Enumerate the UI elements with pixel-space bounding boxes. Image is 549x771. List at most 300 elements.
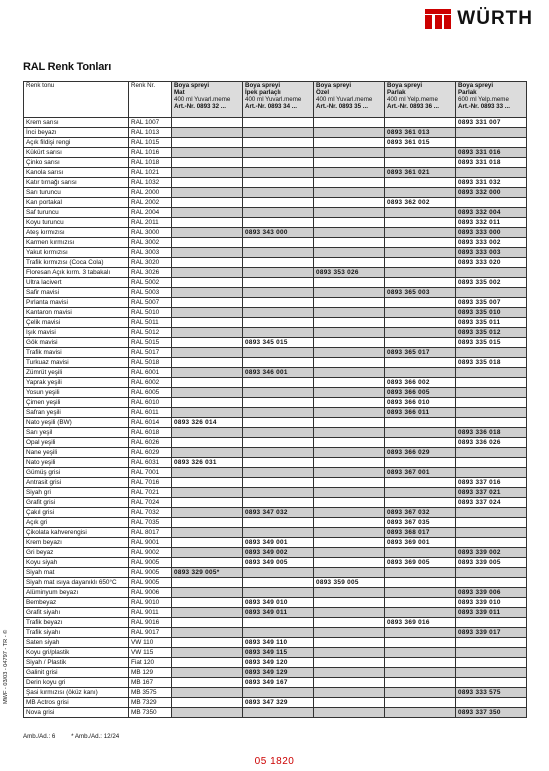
ral-number-cell: RAL 9002 xyxy=(129,548,172,558)
table-row xyxy=(24,518,527,528)
article-number-cell xyxy=(385,308,456,318)
article-number-cell xyxy=(314,678,385,688)
article-number-cell xyxy=(172,238,243,248)
article-number-cell xyxy=(314,488,385,498)
article-number-cell xyxy=(172,628,243,638)
article-number-cell xyxy=(314,248,385,258)
article-number-cell xyxy=(243,208,314,218)
article-number-cell xyxy=(243,248,314,258)
article-number-cell xyxy=(385,438,456,448)
table-row xyxy=(24,298,527,308)
article-number-cell xyxy=(172,468,243,478)
article-number-cell xyxy=(243,288,314,298)
article-number-cell xyxy=(243,238,314,248)
table-row xyxy=(24,418,527,428)
article-number-cell xyxy=(243,158,314,168)
article-number-cell: 0893 361 013 xyxy=(385,128,456,138)
table-row xyxy=(24,668,527,678)
article-number-cell xyxy=(456,198,527,208)
article-number-cell xyxy=(385,218,456,228)
column-header-line: Parlak xyxy=(387,89,406,96)
color-name-cell: Çikolata kahverengisi xyxy=(24,528,129,538)
article-number-cell xyxy=(385,338,456,348)
column-header xyxy=(385,82,456,118)
article-number-cell xyxy=(172,208,243,218)
table-row xyxy=(24,708,527,718)
article-number-cell xyxy=(243,478,314,488)
color-name-cell: Çakıl grisi xyxy=(24,508,129,518)
table-row xyxy=(24,318,527,328)
color-name-cell: Gri beyaz xyxy=(24,548,129,558)
article-number-cell xyxy=(385,608,456,618)
article-number-cell: 0893 332 004 xyxy=(456,208,527,218)
article-number-cell xyxy=(243,398,314,408)
article-number-cell xyxy=(172,678,243,688)
article-number-cell xyxy=(314,168,385,178)
brand-name: WÜRTH xyxy=(457,8,533,29)
article-number-cell xyxy=(314,698,385,708)
article-number-cell xyxy=(385,698,456,708)
footnote-amb: Amb./Ad.: 6 xyxy=(23,733,56,740)
article-number-cell xyxy=(314,288,385,298)
ral-number-cell: RAL 3000 xyxy=(129,228,172,238)
footnote-amb-star: * Amb./Ad.: 12/24 xyxy=(71,733,120,740)
article-number-cell xyxy=(243,178,314,188)
article-number-cell xyxy=(172,298,243,308)
ral-number-cell: RAL 9001 xyxy=(129,538,172,548)
article-number-cell: 0893 349 115 xyxy=(243,648,314,658)
ral-number-cell: RAL 6014 xyxy=(129,418,172,428)
article-number-cell xyxy=(243,708,314,718)
article-number-cell xyxy=(456,678,527,688)
column-header-line: 400 ml Yuvarl.meme xyxy=(316,96,373,103)
table-row xyxy=(24,158,527,168)
table-header xyxy=(24,82,527,118)
ral-number-cell: VW 110 xyxy=(129,638,172,648)
ral-number-cell: RAL 6018 xyxy=(129,428,172,438)
article-number-cell xyxy=(314,708,385,718)
article-number-cell xyxy=(314,118,385,128)
article-number-cell xyxy=(172,248,243,258)
article-number-cell xyxy=(243,688,314,698)
article-number-cell: 0893 349 110 xyxy=(243,638,314,648)
article-number-cell xyxy=(385,228,456,238)
ral-number-cell: RAL 5011 xyxy=(129,318,172,328)
ral-number-cell: VW 115 xyxy=(129,648,172,658)
article-number-cell: 0893 332 011 xyxy=(456,218,527,228)
article-number-cell xyxy=(314,458,385,468)
article-number-cell: 0893 337 350 xyxy=(456,708,527,718)
article-number-cell xyxy=(243,428,314,438)
article-number-cell: 0893 332 000 xyxy=(456,188,527,198)
table-row xyxy=(24,648,527,658)
ral-number-cell: RAL 3002 xyxy=(129,238,172,248)
table-row xyxy=(24,608,527,618)
article-number-cell xyxy=(243,628,314,638)
article-number-cell xyxy=(385,208,456,218)
ral-number-cell: RAL 5012 xyxy=(129,328,172,338)
color-name-cell: Kükürt sarısı xyxy=(24,148,129,158)
color-name-cell: Siyah mat ısıya dayanıklı 650°C xyxy=(24,578,129,588)
article-number-cell xyxy=(314,208,385,218)
table-row xyxy=(24,368,527,378)
table-row xyxy=(24,578,527,588)
article-number-cell: 0893 349 129 xyxy=(243,668,314,678)
article-number-cell xyxy=(172,178,243,188)
article-number-cell xyxy=(172,438,243,448)
article-number-cell xyxy=(172,558,243,568)
article-number-cell: 0893 331 032 xyxy=(456,178,527,188)
ral-number-cell: RAL 9017 xyxy=(129,628,172,638)
color-name-cell: Zümrüt yeşili xyxy=(24,368,129,378)
article-number-cell: 0893 339 017 xyxy=(456,628,527,638)
article-number-cell xyxy=(456,638,527,648)
article-number-cell xyxy=(172,648,243,658)
ral-number-cell: RAL 7035 xyxy=(129,518,172,528)
article-number-cell xyxy=(314,598,385,608)
article-number-cell: 0893 366 010 xyxy=(385,398,456,408)
ral-number-cell: RAL 1021 xyxy=(129,168,172,178)
article-number-cell xyxy=(172,528,243,538)
article-number-cell: 0893 367 032 xyxy=(385,508,456,518)
table-row xyxy=(24,568,527,578)
article-number-cell xyxy=(385,488,456,498)
ral-number-cell: RAL 2000 xyxy=(129,188,172,198)
article-number-cell xyxy=(243,488,314,498)
article-number-cell: 0893 331 018 xyxy=(456,158,527,168)
article-number-cell xyxy=(385,328,456,338)
column-header-line: Boya spreyi xyxy=(387,82,423,89)
article-number-cell xyxy=(385,178,456,188)
article-number-cell xyxy=(456,388,527,398)
column-header-line: Boya spreyi xyxy=(458,82,494,89)
ral-number-cell: RAL 3026 xyxy=(129,268,172,278)
article-number-cell xyxy=(314,688,385,698)
color-name-cell: Sarı yeşil xyxy=(24,428,129,438)
page-number: 05 1820 xyxy=(254,756,295,767)
article-number-cell xyxy=(314,258,385,268)
ral-number-cell: RAL 9005 xyxy=(129,578,172,588)
table-row xyxy=(24,208,527,218)
article-number-cell xyxy=(172,708,243,718)
color-name-cell: Trafik siyahı xyxy=(24,628,129,638)
article-number-cell xyxy=(243,568,314,578)
article-number-cell: 0893 333 575 xyxy=(456,688,527,698)
article-number-cell: 0893 349 011 xyxy=(243,608,314,618)
article-number-cell xyxy=(314,428,385,438)
article-number-cell xyxy=(314,498,385,508)
column-header-line: Renk tonu xyxy=(26,82,55,89)
article-number-cell xyxy=(243,318,314,328)
article-number-cell: 0893 349 005 xyxy=(243,558,314,568)
column-header-line: Art.-Nr. 0893 34 ... xyxy=(245,103,297,110)
article-number-cell xyxy=(385,278,456,288)
wurth-logo-mark-icon xyxy=(425,9,451,29)
article-number-cell xyxy=(314,468,385,478)
table-row xyxy=(24,188,527,198)
table-row xyxy=(24,258,527,268)
color-name-cell: İnci beyazı xyxy=(24,128,129,138)
article-number-cell xyxy=(385,268,456,278)
article-number-cell: 0893 337 016 xyxy=(456,478,527,488)
article-number-cell xyxy=(385,238,456,248)
article-number-cell xyxy=(172,118,243,128)
ral-number-cell: MB 3575 xyxy=(129,688,172,698)
article-number-cell: 0893 366 002 xyxy=(385,378,456,388)
article-number-cell: 0893 361 015 xyxy=(385,138,456,148)
color-name-cell: Nane yeşili xyxy=(24,448,129,458)
article-number-cell xyxy=(314,418,385,428)
ral-number-cell: MB 7329 xyxy=(129,698,172,708)
article-number-cell xyxy=(385,418,456,428)
table-row xyxy=(24,198,527,208)
table-row xyxy=(24,688,527,698)
column-header-line: Art.-Nr. 0893 35 ... xyxy=(316,103,368,110)
ral-number-cell: RAL 6011 xyxy=(129,408,172,418)
color-name-cell: Kanola sarısı xyxy=(24,168,129,178)
ral-number-cell: RAL 5010 xyxy=(129,308,172,318)
article-number-cell xyxy=(314,618,385,628)
article-number-cell xyxy=(314,608,385,618)
article-number-cell xyxy=(243,328,314,338)
color-name-cell: Koyu gri/plastik xyxy=(24,648,129,658)
article-number-cell: 0893 331 016 xyxy=(456,148,527,158)
article-number-cell xyxy=(314,318,385,328)
article-number-cell xyxy=(172,188,243,198)
article-number-cell: 0893 333 000 xyxy=(456,228,527,238)
table-row xyxy=(24,378,527,388)
article-number-cell: 0893 347 032 xyxy=(243,508,314,518)
article-number-cell xyxy=(456,348,527,358)
table-row xyxy=(24,348,527,358)
article-number-cell xyxy=(172,168,243,178)
article-number-cell xyxy=(314,638,385,648)
article-number-cell xyxy=(243,528,314,538)
table-row xyxy=(24,138,527,148)
article-number-cell xyxy=(243,618,314,628)
table-row xyxy=(24,628,527,638)
article-number-cell xyxy=(314,178,385,188)
ral-number-cell: RAL 5007 xyxy=(129,298,172,308)
article-number-cell: 0893 353 026 xyxy=(314,268,385,278)
article-number-cell xyxy=(456,168,527,178)
table-row xyxy=(24,548,527,558)
article-number-cell xyxy=(243,148,314,158)
table-row xyxy=(24,218,527,228)
article-number-cell xyxy=(314,218,385,228)
article-number-cell: 0893 369 016 xyxy=(385,618,456,628)
table-row xyxy=(24,228,527,238)
article-number-cell xyxy=(456,528,527,538)
table-row xyxy=(24,238,527,248)
article-number-cell xyxy=(314,148,385,158)
article-number-cell xyxy=(456,138,527,148)
article-number-cell: 0893 333 002 xyxy=(456,238,527,248)
article-number-cell: 0893 333 020 xyxy=(456,258,527,268)
article-number-cell xyxy=(456,288,527,298)
article-number-cell xyxy=(314,568,385,578)
article-number-cell xyxy=(314,378,385,388)
ral-number-cell: RAL 6026 xyxy=(129,438,172,448)
article-number-cell xyxy=(456,268,527,278)
column-header-line: Art.-Nr. 0893 36 ... xyxy=(387,103,439,110)
column-header-line: Boya spreyi xyxy=(316,82,352,89)
column-header-line: Boya spreyi xyxy=(174,82,210,89)
article-number-cell xyxy=(172,618,243,628)
article-number-cell xyxy=(172,348,243,358)
article-number-cell xyxy=(314,528,385,538)
color-name-cell: Turkuaz mavisi xyxy=(24,358,129,368)
color-name-cell: Grafit siyahı xyxy=(24,608,129,618)
column-header xyxy=(243,82,314,118)
color-name-cell: Safran yeşili xyxy=(24,408,129,418)
table-row xyxy=(24,338,527,348)
footnote xyxy=(23,733,133,740)
article-number-cell xyxy=(172,588,243,598)
article-number-cell xyxy=(314,388,385,398)
article-number-cell xyxy=(385,628,456,638)
article-number-cell: 0893 326 031 xyxy=(172,458,243,468)
table-row xyxy=(24,638,527,648)
ral-number-cell: RAL 5018 xyxy=(129,358,172,368)
article-number-cell xyxy=(172,268,243,278)
article-number-cell xyxy=(243,518,314,528)
article-number-cell xyxy=(172,258,243,268)
ral-number-cell: RAL 2011 xyxy=(129,218,172,228)
table-row xyxy=(24,408,527,418)
ral-number-cell: RAL 7021 xyxy=(129,488,172,498)
color-name-cell: Ateş kırmızısı xyxy=(24,228,129,238)
column-header xyxy=(314,82,385,118)
article-number-cell xyxy=(385,598,456,608)
article-number-cell xyxy=(314,138,385,148)
article-number-cell: 0893 337 024 xyxy=(456,498,527,508)
article-number-cell xyxy=(243,418,314,428)
ral-number-cell: RAL 6001 xyxy=(129,368,172,378)
color-name-cell: Yaprak yeşili xyxy=(24,378,129,388)
column-header xyxy=(129,82,172,118)
ral-number-cell: RAL 8017 xyxy=(129,528,172,538)
article-number-cell xyxy=(172,668,243,678)
ral-number-cell: RAL 9016 xyxy=(129,618,172,628)
article-number-cell xyxy=(314,558,385,568)
table-row xyxy=(24,268,527,278)
article-number-cell xyxy=(314,408,385,418)
article-number-cell xyxy=(172,318,243,328)
article-number-cell xyxy=(385,568,456,578)
color-name-cell: Işık mavisi xyxy=(24,328,129,338)
article-number-cell xyxy=(172,218,243,228)
article-number-cell xyxy=(172,138,243,148)
ral-number-cell: RAL 1015 xyxy=(129,138,172,148)
table-row xyxy=(24,528,527,538)
table-row xyxy=(24,308,527,318)
article-number-cell xyxy=(243,448,314,458)
article-number-cell xyxy=(243,268,314,278)
article-number-cell xyxy=(456,508,527,518)
article-number-cell xyxy=(243,578,314,588)
color-name-cell: MB Actros grisi xyxy=(24,698,129,708)
article-number-cell xyxy=(243,458,314,468)
article-number-cell: 0893 343 000 xyxy=(243,228,314,238)
article-number-cell xyxy=(385,258,456,268)
document-code: MWF - 03/03 - 04797 - TR - © xyxy=(3,629,9,704)
article-number-cell: 0893 333 003 xyxy=(456,248,527,258)
article-number-cell xyxy=(385,248,456,258)
article-number-cell xyxy=(172,548,243,558)
column-header-line: Art.-Nr. 0893 33 ... xyxy=(458,103,510,110)
article-number-cell xyxy=(456,538,527,548)
article-number-cell xyxy=(314,188,385,198)
color-name-cell: Siyah mat xyxy=(24,568,129,578)
color-name-cell: Sarı turuncu xyxy=(24,188,129,198)
article-number-cell xyxy=(456,518,527,528)
ral-number-cell: RAL 7016 xyxy=(129,478,172,488)
article-number-cell xyxy=(456,698,527,708)
article-number-cell: 0893 331 007 xyxy=(456,118,527,128)
article-number-cell xyxy=(172,408,243,418)
color-name-cell: Ultra lacivert xyxy=(24,278,129,288)
article-number-cell xyxy=(385,458,456,468)
wurth-logo xyxy=(425,8,533,30)
article-number-cell xyxy=(456,448,527,458)
table-row xyxy=(24,328,527,338)
color-name-cell: Siyah / Plastik xyxy=(24,658,129,668)
color-name-cell: Gök mavisi xyxy=(24,338,129,348)
ral-number-cell: RAL 7024 xyxy=(129,498,172,508)
article-number-cell xyxy=(172,338,243,348)
article-number-cell xyxy=(172,448,243,458)
column-header xyxy=(24,82,129,118)
color-name-cell: Çelik mavisi xyxy=(24,318,129,328)
article-number-cell: 0893 337 021 xyxy=(456,488,527,498)
table-row xyxy=(24,358,527,368)
article-number-cell xyxy=(456,578,527,588)
article-number-cell xyxy=(243,498,314,508)
color-name-cell: Trafik beyazı xyxy=(24,618,129,628)
color-name-cell: Gümüş grisi xyxy=(24,468,129,478)
article-number-cell: 0893 326 014 xyxy=(172,418,243,428)
article-number-cell xyxy=(314,478,385,488)
ral-number-cell: RAL 6005 xyxy=(129,388,172,398)
article-number-cell xyxy=(243,168,314,178)
article-number-cell xyxy=(243,378,314,388)
ral-number-cell: MB 7350 xyxy=(129,708,172,718)
article-number-cell xyxy=(243,118,314,128)
table-row xyxy=(24,558,527,568)
table-row xyxy=(24,488,527,498)
article-number-cell: 0893 335 011 xyxy=(456,318,527,328)
article-number-cell xyxy=(385,658,456,668)
article-number-cell xyxy=(172,578,243,588)
article-number-cell: 0893 349 167 xyxy=(243,678,314,688)
ral-number-cell: RAL 1032 xyxy=(129,178,172,188)
article-number-cell xyxy=(314,308,385,318)
article-number-cell xyxy=(172,498,243,508)
article-number-cell xyxy=(385,548,456,558)
color-name-cell: Açık gri xyxy=(24,518,129,528)
article-number-cell xyxy=(314,338,385,348)
article-number-cell xyxy=(385,498,456,508)
article-number-cell xyxy=(456,648,527,658)
article-number-cell xyxy=(314,628,385,638)
article-number-cell: 0893 335 002 xyxy=(456,278,527,288)
table-row xyxy=(24,288,527,298)
ral-number-cell: RAL 6002 xyxy=(129,378,172,388)
article-number-cell xyxy=(385,428,456,438)
table-row xyxy=(24,388,527,398)
article-number-cell: 0893 336 018 xyxy=(456,428,527,438)
